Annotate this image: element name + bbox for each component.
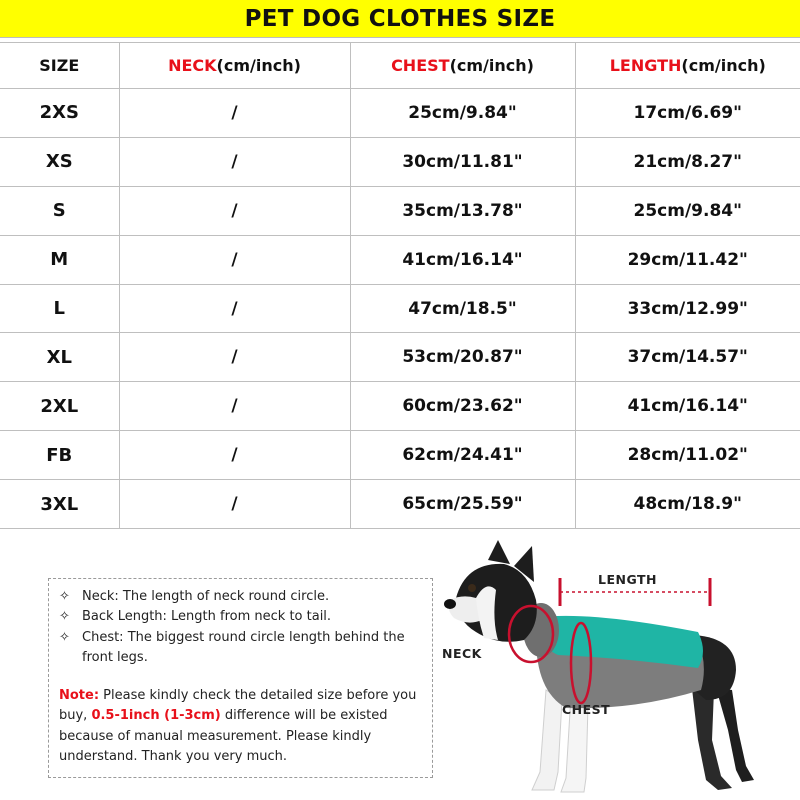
chest-cell: 47cm/18.5": [350, 284, 575, 333]
size-header: SIZE: [0, 43, 119, 89]
size-table: [0, 42, 800, 529]
size-notes-box: [48, 578, 433, 778]
neck-header: [119, 43, 350, 89]
neck-cell: /: [119, 235, 350, 284]
length-header-unit: (cm/inch): [681, 56, 766, 75]
page-title: PET DOG CLOTHES SIZE: [0, 0, 800, 38]
size-cell: 2XS: [0, 89, 119, 138]
note-highlight: 0.5-1inch (1-3cm): [91, 708, 221, 724]
table-header-row: [0, 43, 800, 89]
chest-cell: 30cm/11.81": [350, 137, 575, 186]
length-cell: 48cm/18.9": [575, 480, 800, 529]
table-row: [0, 333, 800, 382]
sparkle-icon: ✧: [59, 609, 70, 625]
sparkle-icon: ✧: [59, 589, 70, 604]
size-cell: S: [0, 186, 119, 235]
neck-header-unit: (cm/inch): [216, 56, 301, 75]
table-row: [0, 382, 800, 431]
chest-header-unit: (cm/inch): [449, 56, 534, 75]
length-cell: 29cm/11.42": [575, 235, 800, 284]
note-text: Please kindly check the detailed size before you buy,: [59, 688, 417, 724]
bullet-text: Neck: The length of neck round circle.: [82, 589, 330, 604]
chest-cell: 65cm/25.59": [350, 480, 575, 529]
length-cell: 21cm/8.27": [575, 137, 800, 186]
size-cell: XS: [0, 137, 119, 186]
neck-cell: /: [119, 89, 350, 138]
neck-header-label: NECK: [168, 56, 217, 75]
length-cell: 25cm/9.84": [575, 186, 800, 235]
table-row: [0, 480, 800, 529]
length-cell: 33cm/12.99": [575, 284, 800, 333]
table-row: [0, 235, 800, 284]
chest-cell: 60cm/23.62": [350, 382, 575, 431]
length-header: [575, 43, 800, 89]
note-paragraph: [59, 686, 432, 767]
neck-cell: /: [119, 480, 350, 529]
chest-cell: 25cm/9.84": [350, 89, 575, 138]
bullet-text: Back Length: Length from neck to tail.: [82, 609, 332, 625]
size-cell: 2XL: [0, 382, 119, 431]
chest-label: CHEST: [562, 702, 611, 717]
note-text: difference will be existed because of manual measurement. Please kindly understand. Thank you very much.: [59, 708, 388, 765]
note-bullet: [59, 587, 432, 607]
sparkle-icon: ✧: [59, 629, 70, 645]
neck-cell: /: [119, 137, 350, 186]
bullet-text: Chest: The biggest round circle length behind the front legs.: [82, 629, 405, 665]
length-cell: 41cm/16.14": [575, 382, 800, 431]
neck-cell: /: [119, 431, 350, 480]
size-cell: XL: [0, 333, 119, 382]
table-row: [0, 137, 800, 186]
neck-cell: /: [119, 333, 350, 382]
note-bullet: [59, 628, 432, 669]
length-cell: 37cm/14.57": [575, 333, 800, 382]
size-cell: M: [0, 235, 119, 284]
chest-header-label: CHEST: [391, 56, 450, 75]
table-row: [0, 284, 800, 333]
chest-cell: 35cm/13.78": [350, 186, 575, 235]
chest-cell: 53cm/20.87": [350, 333, 575, 382]
dog-measurement-diagram: [436, 540, 800, 800]
table-row: [0, 186, 800, 235]
neck-label: NECK: [442, 646, 482, 661]
length-header-label: LENGTH: [609, 56, 682, 75]
length-cell: 17cm/6.69": [575, 89, 800, 138]
table-row: [0, 431, 800, 480]
neck-cell: /: [119, 382, 350, 431]
chest-cell: 62cm/24.41": [350, 431, 575, 480]
size-cell: L: [0, 284, 119, 333]
size-cell: 3XL: [0, 480, 119, 529]
neck-cell: /: [119, 186, 350, 235]
table-row: [0, 89, 800, 138]
length-label: LENGTH: [598, 572, 657, 587]
length-cell: 28cm/11.02": [575, 431, 800, 480]
chest-cell: 41cm/16.14": [350, 235, 575, 284]
note-label: Note:: [59, 688, 100, 704]
size-cell: FB: [0, 431, 119, 480]
note-bullet: [59, 607, 432, 627]
neck-cell: /: [119, 284, 350, 333]
chest-header: [350, 43, 575, 89]
